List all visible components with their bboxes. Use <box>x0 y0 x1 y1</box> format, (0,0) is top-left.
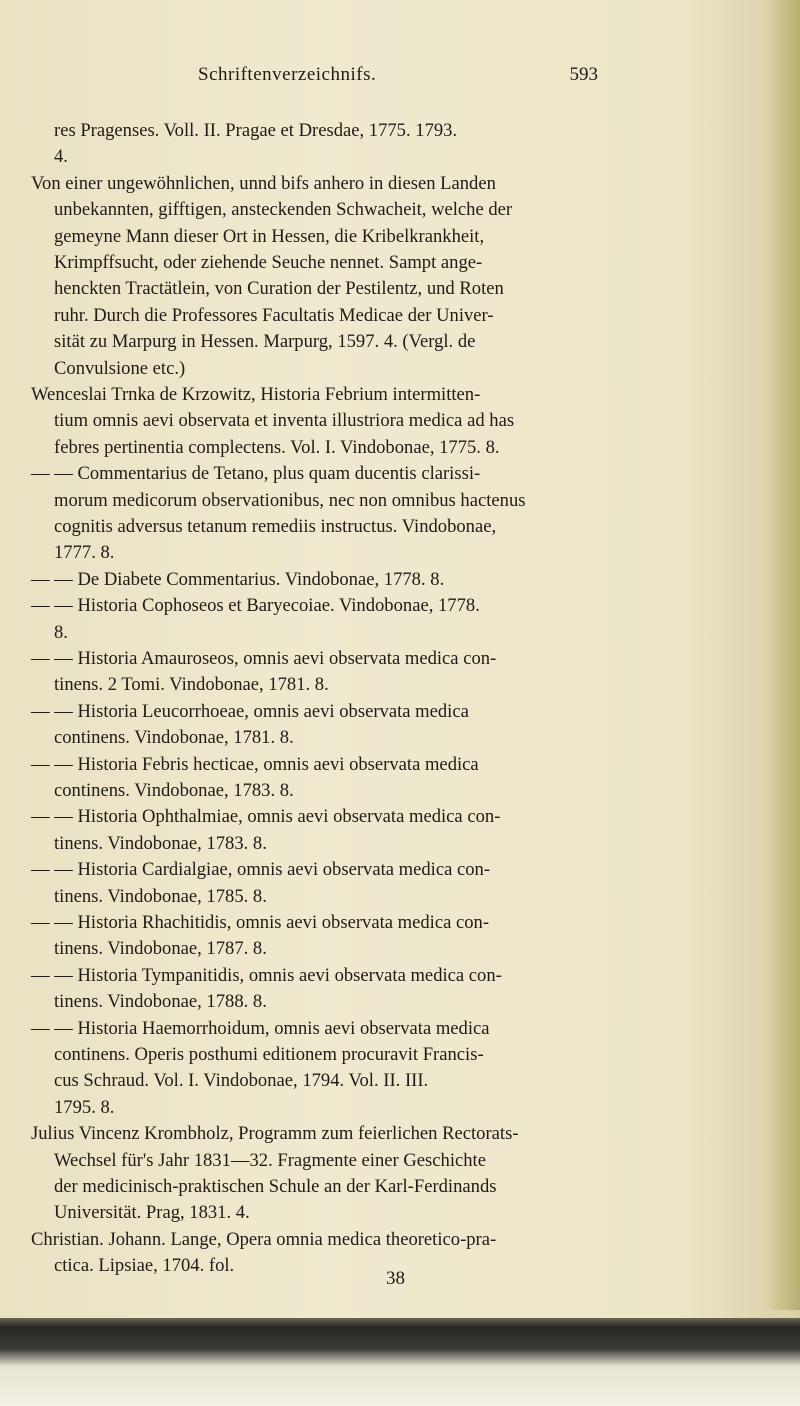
text-line: sität zu Marpurg in Hessen. Marpurg, 1597. 4. (Vergl. de <box>54 331 476 353</box>
text-line: cus Schraud. Vol. I. Vindobonae, 1794. Vol. II. III. <box>54 1070 429 1092</box>
text-line: Krimpffsucht, oder ziehende Seuche nennet. Sampt ange- <box>54 252 483 273</box>
page-header <box>198 64 598 94</box>
text-line: 4. <box>54 146 68 168</box>
text-line: tinens. Vindobonae, 1787. 8. <box>54 938 267 960</box>
text-line: continens. Vindobonae, 1781. 8. <box>54 727 294 749</box>
page-edge-shadow <box>764 0 800 1310</box>
text-line: — — Historia Tympanitidis, omnis aevi observata medica con- <box>31 964 502 986</box>
text-line: — — Historia Rhachitidis, omnis aevi observata medica con- <box>31 912 490 933</box>
text-line: continens. Vindobonae, 1783. 8. <box>54 780 294 801</box>
text-line: res Pragenses. Voll. II. Pragae et Dresdae, 1775. 1793. <box>54 120 458 141</box>
text-line: — — Historia Haemorrhoidum, omnis aevi observata medica <box>31 1017 490 1039</box>
running-title: Schriftenverzeichnifs. <box>198 64 377 85</box>
text-line: — — Historia Ophthalmiae, omnis aevi observata medica con- <box>31 806 501 828</box>
text-line: tium omnis aevi observata et inventa illustriora medica ad has <box>54 410 515 432</box>
text-line: der medicinisch-praktischen Schule an der Karl-Ferdinands <box>54 1176 497 1197</box>
text-line: Universität. Prag, 1831. 4. <box>54 1202 250 1224</box>
text-line: — — Historia Amauroseos, omnis aevi observata medica con- <box>31 648 497 669</box>
text-line: tinens. 2 Tomi. Vindobonae, 1781. 8. <box>54 674 329 696</box>
page-number: 593 <box>569 64 598 85</box>
text-line: morum medicorum observationibus, nec non omnibus hactenus <box>54 489 526 511</box>
text-line: tinens. Vindobonae, 1785. 8. <box>54 885 267 907</box>
text-line: tinens. Vindobonae, 1783. 8. <box>54 832 267 854</box>
text-line: continens. Operis posthumi editionem procuravit Francis- <box>54 1044 484 1065</box>
text-line: 1777. 8. <box>54 542 115 564</box>
text-line: henckten Tractätlein, von Curation der Pestilentz, und Roten <box>54 278 504 300</box>
text-line: 8. <box>54 621 68 643</box>
text-line: ctica. Lipsiae, 1704. fol. <box>54 1255 235 1277</box>
scan-bottom-border <box>0 1318 800 1406</box>
text-line: Convulsione etc.) <box>54 357 186 379</box>
text-line: tinens. Vindobonae, 1788. 8. <box>54 991 267 1013</box>
text-line: — — Historia Febris hecticae, omnis aevi observata medica <box>31 753 479 775</box>
text-line: gemeyne Mann dieser Ort in Hessen, die Kribelkrankheit, <box>54 225 485 247</box>
text-line: Christian. Johann. Lange, Opera omnia medica theoretico-pra- <box>31 1228 497 1250</box>
text-line: ruhr. Durch die Professores Facultatis Medicae der Univer- <box>54 304 494 326</box>
text-line: — — Historia Leucorrhoeae, omnis aevi observata medica <box>31 700 469 722</box>
text-line: unbekannten, gifftigen, ansteckenden Schwacheit, welche der <box>54 199 513 221</box>
text-line: — — Commentarius de Tetano, plus quam ducentis clarissi- <box>31 463 481 485</box>
text-line: — — Historia Cardialgiae, omnis aevi observata medica con- <box>31 859 491 881</box>
text-line: Wenceslai Trnka de Krzowitz, Historia Febrium intermitten- <box>31 384 481 405</box>
text-line: — — De Diabete Commentarius. Vindobonae, 1778. 8. <box>31 568 445 590</box>
text-line: — — Historia Cophoseos et Baryecoiae. Vindobonae, 1778. <box>31 595 480 617</box>
text-line: Von einer ungewöhnlichen, unnd bifs anhero in diesen Landen <box>31 172 496 194</box>
text-line: febres pertinentia complectens. Vol. I. Vindobonae, 1775. 8. <box>54 436 500 458</box>
text-line: cognitis adversus tetanum remediis instructus. Vindobonae, <box>54 516 497 537</box>
text-line: 1795. 8. <box>54 1096 115 1118</box>
signature-mark: 38 <box>386 1268 405 1289</box>
text-line: Julius Vincenz Krombholz, Programm zum feierlichen Rectorats- <box>31 1123 519 1145</box>
text-line: Wechsel für's Jahr 1831—32. Fragmente einer Geschichte <box>54 1149 486 1171</box>
